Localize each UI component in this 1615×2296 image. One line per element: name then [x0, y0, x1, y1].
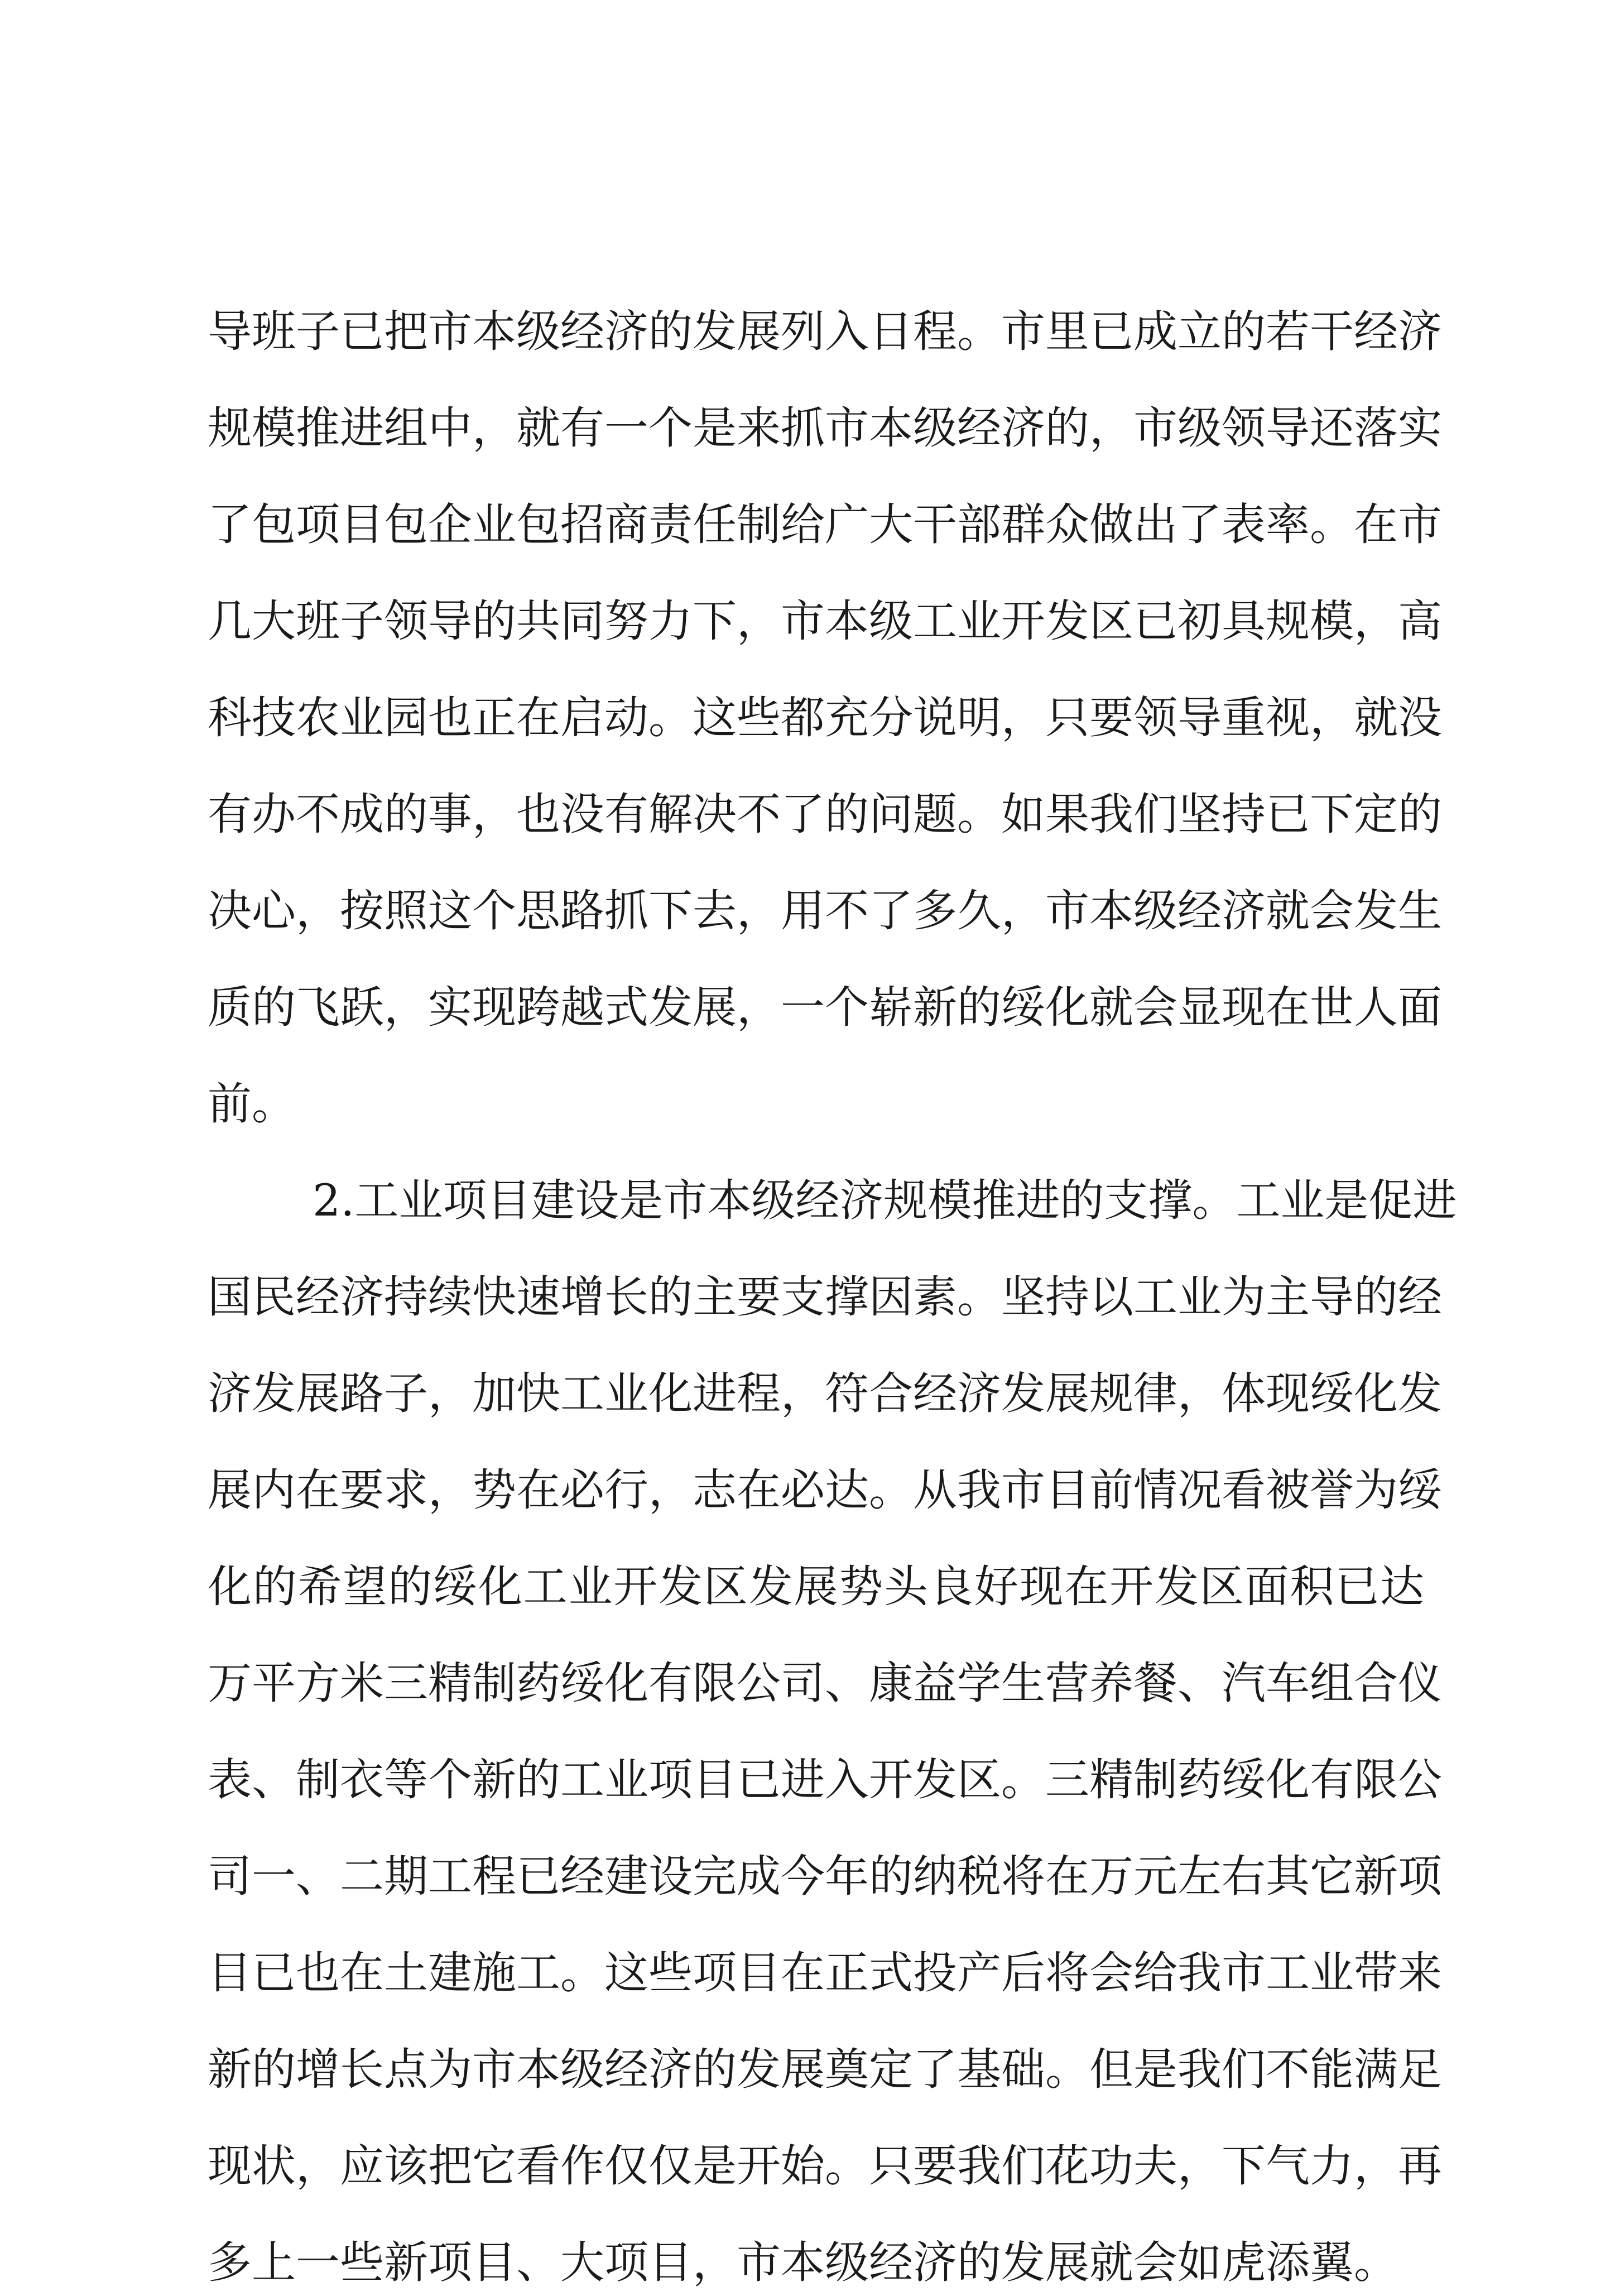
paragraph2-line-12: 多上一些新项目、大项目，市本级经济的发展就会如虎添翼。 — [208, 2237, 1398, 2288]
paragraph2-line-2: 国民经济持续快速增长的主要支撑因素。坚持以工业为主导的经 — [208, 1271, 1442, 1323]
paragraph1-line-9: 前。 — [208, 1078, 296, 1130]
paragraph2-line-8: 司一、二期工程已经建设完成今年的纳税将在万元左右其它新项 — [208, 1851, 1442, 1902]
paragraph1-line-8: 质的飞跃，实现跨越式发展，一个崭新的绥化就会显现在世人面 — [208, 982, 1442, 1033]
paragraph1-line-5: 科技农业园也正在启动。这些都充分说明，只要领导重视，就没 — [208, 692, 1442, 743]
paragraph2-line-1: 2.工业项目建设是市本级经济规模推进的支撑。工业是促进 — [313, 1175, 1457, 1226]
paragraph2-line-3: 济发展路子，加快工业化进程，符合经济发展规律，体现绥化发 — [208, 1368, 1442, 1419]
paragraph2-line-6: 万平方米三精制药绥化有限公司、康益学生营养餐、汽车组合仪 — [208, 1658, 1442, 1709]
paragraph2-line-4: 展内在要求，势在必行，志在必达。从我市目前情况看被誉为绥 — [208, 1464, 1442, 1516]
paragraph1-line-7: 决心，按照这个思路抓下去，用不了多久，市本级经济就会发生 — [208, 885, 1442, 936]
paragraph1-line-3: 了包项目包企业包招商责任制给广大干部群众做出了表率。在市 — [208, 499, 1442, 550]
paragraph2-line-5: 化的希望的绥化工业开发区发展势头良好现在开发区面积已达 — [208, 1561, 1424, 1612]
paragraph2-line-10: 新的增长点为市本级经济的发展奠定了基础。但是我们不能满足 — [208, 2044, 1442, 2095]
paragraph1-line-6: 有办不成的事，也没有解决不了的问题。如果我们坚持已下定的 — [208, 789, 1442, 840]
paragraph1-line-1: 导班子已把市本级经济的发展列入日程。市里已成立的若干经济 — [208, 306, 1442, 357]
paragraph2-line-11: 现状，应该把它看作仅仅是开始。只要我们花功夫，下气力，再 — [208, 2140, 1442, 2192]
paragraph1-line-4: 几大班子领导的共同努力下，市本级工业开发区已初具规模，高 — [208, 595, 1442, 647]
paragraph1-line-2: 规模推进组中，就有一个是来抓市本级经济的，市级领导还落实 — [208, 402, 1442, 454]
paragraph2-line-9: 目已也在土建施工。这些项目在正式投产后将会给我市工业带来 — [208, 1947, 1442, 1999]
paragraph2-line-7: 表、制衣等个新的工业项目已进入开发区。三精制药绥化有限公 — [208, 1754, 1442, 1805]
